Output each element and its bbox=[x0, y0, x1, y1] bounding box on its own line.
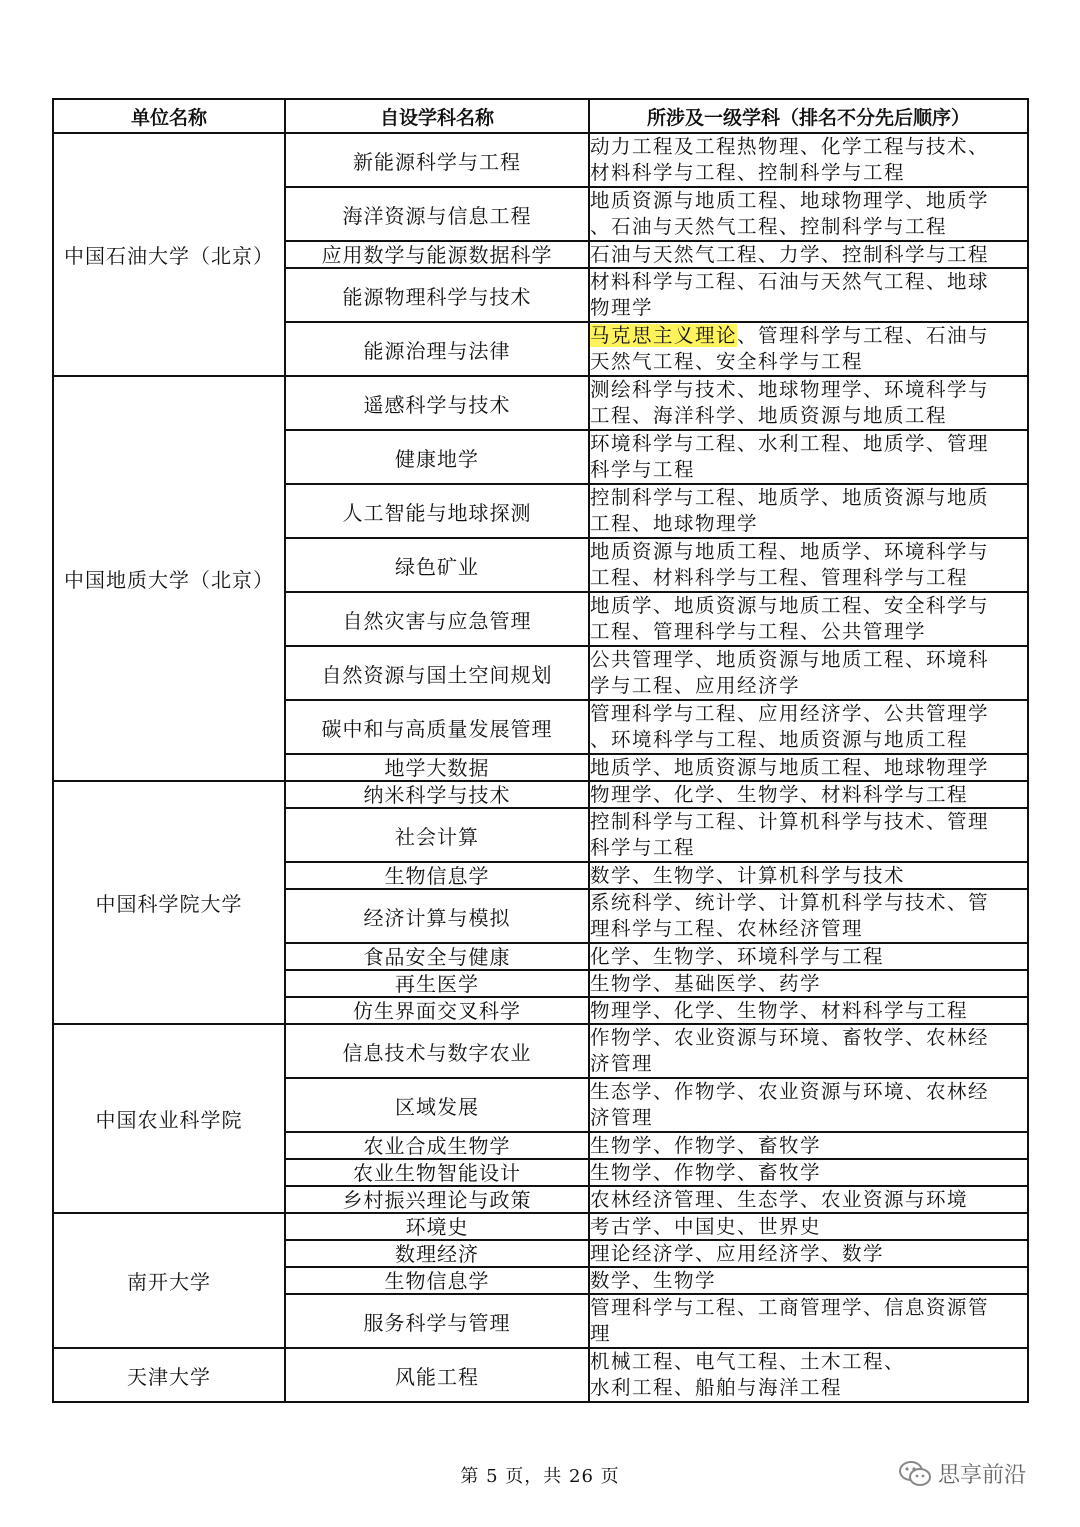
discipline-line: 作物学、农业资源与环境、畜牧学、农林经 bbox=[590, 1026, 990, 1049]
discipline-line: 石油与天然气工程、力学、控制科学与工程 bbox=[590, 242, 990, 266]
disciplines-cell bbox=[589, 1294, 1028, 1348]
discipline-line: 材料科学与工程、石油与天然气工程、地球 bbox=[590, 270, 990, 293]
discipline-line: 地质资源与地质工程、地质学、环境科学与 bbox=[590, 540, 990, 563]
discipline-line: 考古学、中国史、世界史 bbox=[590, 1214, 822, 1238]
disciplines-cell bbox=[589, 943, 1028, 970]
table-header-row bbox=[53, 99, 1028, 133]
disciplines-cell bbox=[589, 241, 1028, 268]
disciplines-cell bbox=[589, 1240, 1028, 1267]
subject-name-cell: 食品安全与健康 bbox=[285, 943, 589, 970]
discipline-line: 科学与工程 bbox=[590, 458, 696, 481]
disciplines-cell bbox=[589, 1159, 1028, 1186]
discipline-line: 理论经济学、应用经济学、数学 bbox=[590, 1241, 885, 1265]
discipline-line: 数学、生物学、计算机科学与技术 bbox=[590, 863, 906, 887]
subject-name-cell: 农业合成生物学 bbox=[285, 1132, 589, 1159]
discipline-line: 理 bbox=[590, 1322, 612, 1345]
discipline-line: 生物学、作物学、畜牧学 bbox=[590, 1133, 822, 1157]
discipline-line: 化学、生物学、环境科学与工程 bbox=[590, 944, 885, 968]
unit-name-cell: 南开大学 bbox=[53, 1213, 285, 1348]
discipline-line: 数学、生物学 bbox=[590, 1268, 717, 1292]
subject-name-cell: 生物信息学 bbox=[285, 862, 589, 889]
subject-name-cell: 环境史 bbox=[285, 1213, 589, 1240]
subject-name-cell: 地学大数据 bbox=[285, 754, 589, 781]
subject-name-cell: 绿色矿业 bbox=[285, 538, 589, 592]
discipline-line: 管理科学与工程、工商管理学、信息资源管 bbox=[590, 1296, 990, 1319]
discipline-line: 、环境科学与工程、地质资源与地质工程 bbox=[590, 728, 969, 751]
table-row bbox=[53, 1024, 1028, 1078]
discipline-line: 生物学、基础医学、药学 bbox=[590, 971, 822, 995]
disciplines-cell bbox=[589, 1213, 1028, 1240]
subject-name-cell: 人工智能与地球探测 bbox=[285, 484, 589, 538]
discipline-line: 机械工程、电气工程、土木工程、 bbox=[590, 1350, 906, 1373]
disciplines-cell bbox=[589, 1024, 1028, 1078]
table-row bbox=[53, 1213, 1028, 1240]
table-row bbox=[53, 376, 1028, 430]
subject-name-cell: 自然资源与国土空间规划 bbox=[285, 646, 589, 700]
discipline-line: 控制科学与工程、计算机科学与技术、管理 bbox=[590, 810, 990, 833]
header-unit: 单位名称 bbox=[53, 99, 285, 133]
subject-name-cell: 区域发展 bbox=[285, 1078, 589, 1132]
disciplines-cell bbox=[589, 376, 1028, 430]
subject-name-cell: 社会计算 bbox=[285, 808, 589, 862]
subject-name-cell: 仿生界面交叉科学 bbox=[285, 997, 589, 1024]
disciplines-cell bbox=[589, 1267, 1028, 1294]
discipline-line: 物理学、化学、生物学、材料科学与工程 bbox=[590, 998, 969, 1022]
subject-name-cell: 应用数学与能源数据科学 bbox=[285, 241, 589, 268]
discipline-line: 管理科学与工程、应用经济学、公共管理学 bbox=[590, 702, 990, 725]
table-row bbox=[53, 1348, 1028, 1402]
disciplines-cell bbox=[589, 646, 1028, 700]
subject-name-cell: 数理经济 bbox=[285, 1240, 589, 1267]
disciplines-cell bbox=[589, 862, 1028, 889]
discipline-line: 公共管理学、地质资源与地质工程、环境科 bbox=[590, 648, 990, 671]
discipline-line: 地质学、地质资源与地质工程、安全科学与 bbox=[590, 594, 990, 617]
subject-name-cell: 能源物理科学与技术 bbox=[285, 268, 589, 322]
unit-name-cell: 中国地质大学（北京） bbox=[53, 376, 285, 781]
discipline-line: 动力工程及工程热物理、化学工程与技术、 bbox=[590, 135, 990, 158]
disciplines-cell bbox=[589, 754, 1028, 781]
discipline-line: 工程、海洋科学、地质资源与地质工程 bbox=[590, 404, 948, 427]
header-subject: 自设学科名称 bbox=[285, 99, 589, 133]
discipline-line: 测绘科学与技术、地球物理学、环境科学与 bbox=[590, 378, 990, 401]
discipline-line: 天然气工程、安全科学与工程 bbox=[590, 350, 864, 373]
watermark bbox=[898, 1458, 1026, 1489]
subject-name-cell: 再生医学 bbox=[285, 970, 589, 997]
disciplines-cell bbox=[589, 889, 1028, 943]
discipline-table bbox=[52, 98, 1029, 1403]
discipline-line: 济管理 bbox=[590, 1106, 654, 1129]
subject-name-cell: 新能源科学与工程 bbox=[285, 133, 589, 187]
subject-name-cell: 服务科学与管理 bbox=[285, 1294, 589, 1348]
discipline-line: 理科学与工程、农林经济管理 bbox=[590, 917, 864, 940]
discipline-line: 物理学 bbox=[590, 296, 654, 319]
unit-name-cell: 天津大学 bbox=[53, 1348, 285, 1402]
discipline-line: 科学与工程 bbox=[590, 836, 696, 859]
subject-name-cell: 农业生物智能设计 bbox=[285, 1159, 589, 1186]
disciplines-cell bbox=[589, 268, 1028, 322]
subject-name-cell: 信息技术与数字农业 bbox=[285, 1024, 589, 1078]
disciplines-cell bbox=[589, 1186, 1028, 1213]
disciplines-cell bbox=[589, 700, 1028, 754]
subject-name-cell: 健康地学 bbox=[285, 430, 589, 484]
page-number: 第 5 页，共 26 页 bbox=[460, 1466, 620, 1487]
discipline-line: 、石油与天然气工程、控制科学与工程 bbox=[590, 215, 948, 238]
discipline-line: 农林经济管理、生态学、农业资源与环境 bbox=[590, 1187, 969, 1211]
discipline-line: 地质资源与地质工程、地球物理学、地质学 bbox=[590, 189, 990, 212]
disciplines-cell bbox=[589, 808, 1028, 862]
discipline-line: 物理学、化学、生物学、材料科学与工程 bbox=[590, 782, 969, 806]
disciplines-cell bbox=[589, 430, 1028, 484]
unit-name-cell: 中国农业科学院 bbox=[53, 1024, 285, 1213]
unit-name-cell: 中国科学院大学 bbox=[53, 781, 285, 1024]
subject-name-cell: 海洋资源与信息工程 bbox=[285, 187, 589, 241]
disciplines-cell bbox=[589, 997, 1028, 1024]
subject-name-cell: 遥感科学与技术 bbox=[285, 376, 589, 430]
discipline-line bbox=[590, 323, 1027, 349]
wechat-icon bbox=[898, 1460, 932, 1488]
subject-name-cell: 碳中和与高质量发展管理 bbox=[285, 700, 589, 754]
table-body bbox=[53, 133, 1028, 1402]
table-row bbox=[53, 133, 1028, 187]
discipline-line: 地质学、地质资源与地质工程、地球物理学 bbox=[590, 755, 990, 779]
discipline-line: 生态学、作物学、农业资源与环境、农林经 bbox=[590, 1080, 990, 1103]
subject-name-cell: 风能工程 bbox=[285, 1348, 589, 1402]
disciplines-cell bbox=[589, 538, 1028, 592]
discipline-line: 控制科学与工程、地质学、地质资源与地质 bbox=[590, 486, 990, 509]
disciplines-cell bbox=[589, 781, 1028, 808]
discipline-line: 学与工程、应用经济学 bbox=[590, 674, 801, 697]
disciplines-cell bbox=[589, 1348, 1028, 1402]
discipline-line: 环境科学与工程、水利工程、地质学、管理 bbox=[590, 432, 990, 455]
discipline-line: 材料科学与工程、控制科学与工程 bbox=[590, 161, 906, 184]
disciplines-cell bbox=[589, 322, 1028, 376]
highlighted-discipline: 马克思主义理论 bbox=[590, 324, 738, 347]
discipline-text: 、管理科学与工程、石油与 bbox=[737, 324, 990, 347]
disciplines-cell bbox=[589, 1132, 1028, 1159]
header-disciplines: 所涉及一级学科（排名不分先后顺序） bbox=[589, 99, 1028, 133]
disciplines-cell bbox=[589, 1078, 1028, 1132]
subject-name-cell: 纳米科学与技术 bbox=[285, 781, 589, 808]
disciplines-cell bbox=[589, 970, 1028, 997]
table-row bbox=[53, 781, 1028, 808]
subject-name-cell: 生物信息学 bbox=[285, 1267, 589, 1294]
discipline-line: 工程、材料科学与工程、管理科学与工程 bbox=[590, 566, 969, 589]
subject-name-cell: 自然灾害与应急管理 bbox=[285, 592, 589, 646]
discipline-line: 系统科学、统计学、计算机科学与技术、管 bbox=[590, 891, 990, 914]
subject-name-cell: 能源治理与法律 bbox=[285, 322, 589, 376]
discipline-line: 济管理 bbox=[590, 1052, 654, 1075]
disciplines-cell bbox=[589, 187, 1028, 241]
watermark-text: 思享前沿 bbox=[938, 1463, 1027, 1488]
disciplines-cell bbox=[589, 484, 1028, 538]
discipline-line: 工程、地球物理学 bbox=[590, 512, 759, 535]
discipline-line: 生物学、作物学、畜牧学 bbox=[590, 1160, 822, 1184]
subject-name-cell: 乡村振兴理论与政策 bbox=[285, 1186, 589, 1213]
discipline-line: 工程、管理科学与工程、公共管理学 bbox=[590, 620, 927, 643]
disciplines-cell bbox=[589, 592, 1028, 646]
subject-name-cell: 经济计算与模拟 bbox=[285, 889, 589, 943]
discipline-line: 水利工程、船舶与海洋工程 bbox=[590, 1376, 843, 1399]
disciplines-cell bbox=[589, 133, 1028, 187]
unit-name-cell: 中国石油大学（北京） bbox=[53, 133, 285, 376]
